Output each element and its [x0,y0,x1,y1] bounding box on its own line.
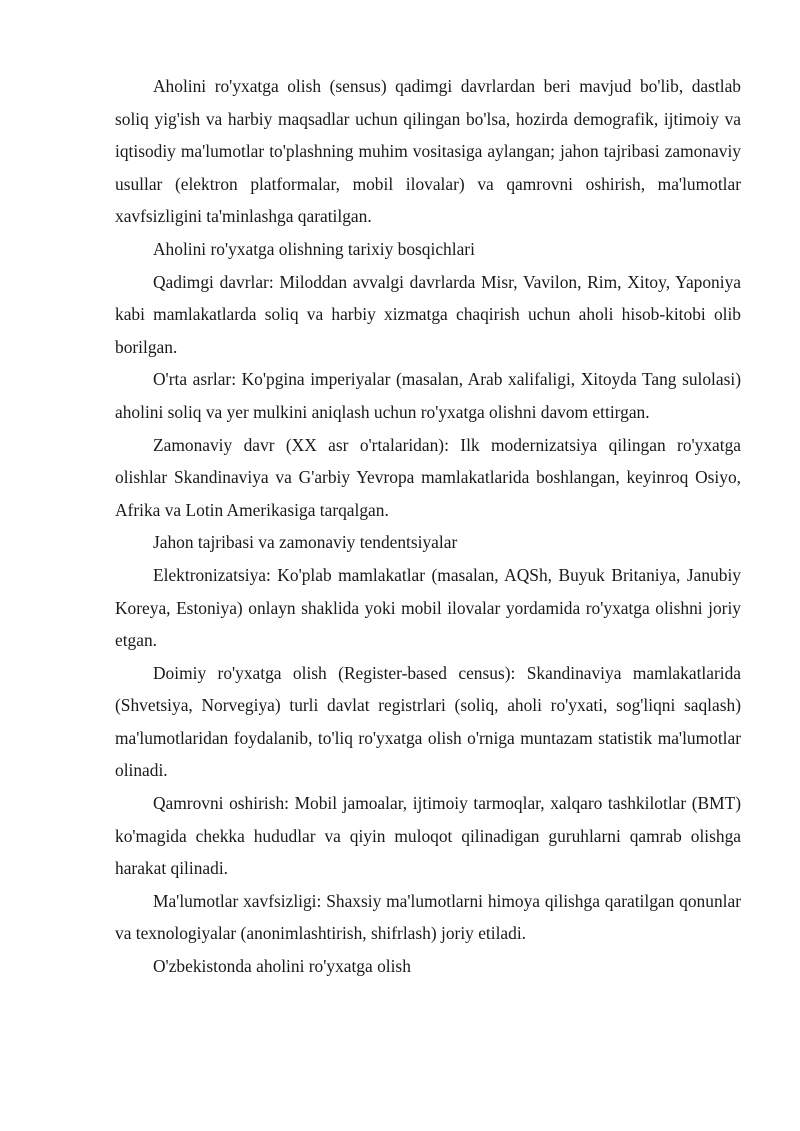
paragraph-ancient-times: Qadimgi davrlar: Miloddan avvalgi davrlarda Misr, Vavilon, Rim, Xitoy, Yaponiya kabi mamlakatlarda soliq va harbiy xizmatga chaqirish uchun aholi hisob-kitobi olib borilgan. [115,271,741,357]
paragraph-modern-era: Zamonaviy davr (XX asr o'rtalaridan): Ilk modernizatsiya qilingan ro'yxatga olishlar Skandinaviya va G'arbiy Yevropa mamlakatlarida boshlangan, keyinroq Osiyo, Afrika va Lotin Amerikasiga tarqalgan. [115,434,741,520]
paragraph-register-based-census: Doimiy ro'yxatga olish (Register-based census): Skandinaviya mamlakatlarida (Shvetsiya, Norvegiya) turli davlat registrlari (soliq, aholi ro'yxati, sog'liqni saqlash) ma'lumotlaridan foydalanib, to'liq ro'yxatga olish o'rniga muntazam statistik ma'lumotlar olinadi. [115,662,741,781]
section-heading-history: Aholini ro'yxatga olishning tarixiy bosqichlari [153,238,475,259]
paragraph-coverage: Qamrovni oshirish: Mobil jamoalar, ijtimoiy tarmoqlar, xalqaro tashkilotlar (BMT) ko'magida chekka hududlar va qiyin muloqot qilinadigan guruhlarni qamrab olishga harakat qilinadi. [115,793,741,879]
section-heading-uzbekistan: O'zbekistonda aholini ro'yxatga olish [153,956,411,977]
paragraph-electronization: Elektronizatsiya: Ko'plab mamlakatlar (masalan, AQSh, Buyuk Britaniya, Janubiy Koreya, Estoniya) onlayn shaklida yoki mobil ilovalar yordamida ro'yxatga olishni joriy etgan. [115,564,741,651]
paragraph-middle-ages: O'rta asrlar: Ko'pgina imperiyalar (masalan, Arab xalifaligi, Xitoyda Tang sulolasi) aholini soliq va yer mulkini aniqlash uchun ro'yxatga olishni davom ettirgan. [115,369,741,422]
intro-paragraph: Aholini ro'yxatga olish (sensus) qadimgi davrlardan beri mavjud bo'lib, dastlab soliq yig'ish va harbiy maqsadlar uchun qilingan bo'lsa, hozirda demografik, ijtimoiy va iqtisodiy ma'lumotlar to'plashning muhim vositasiga aylangan; jahon tajribasi zamonaviy usullar (elektron platformalar, mobil ilovalar) va qamrovni oshirish, ma'lumotlar xavfsizligini ta'minlashga qaratilgan. [115,76,741,227]
section-heading-world-experience: Jahon tajribasi va zamonaviy tendentsiyalar [153,532,458,553]
document-page [115,70,741,983]
paragraph-data-security: Ma'lumotlar xavfsizligi: Shaxsiy ma'lumotlarni himoya qilishga qaratilgan qonunlar va texnologiyalar (anonimlashtirish, shifrlash) joriy etiladi. [115,890,741,944]
